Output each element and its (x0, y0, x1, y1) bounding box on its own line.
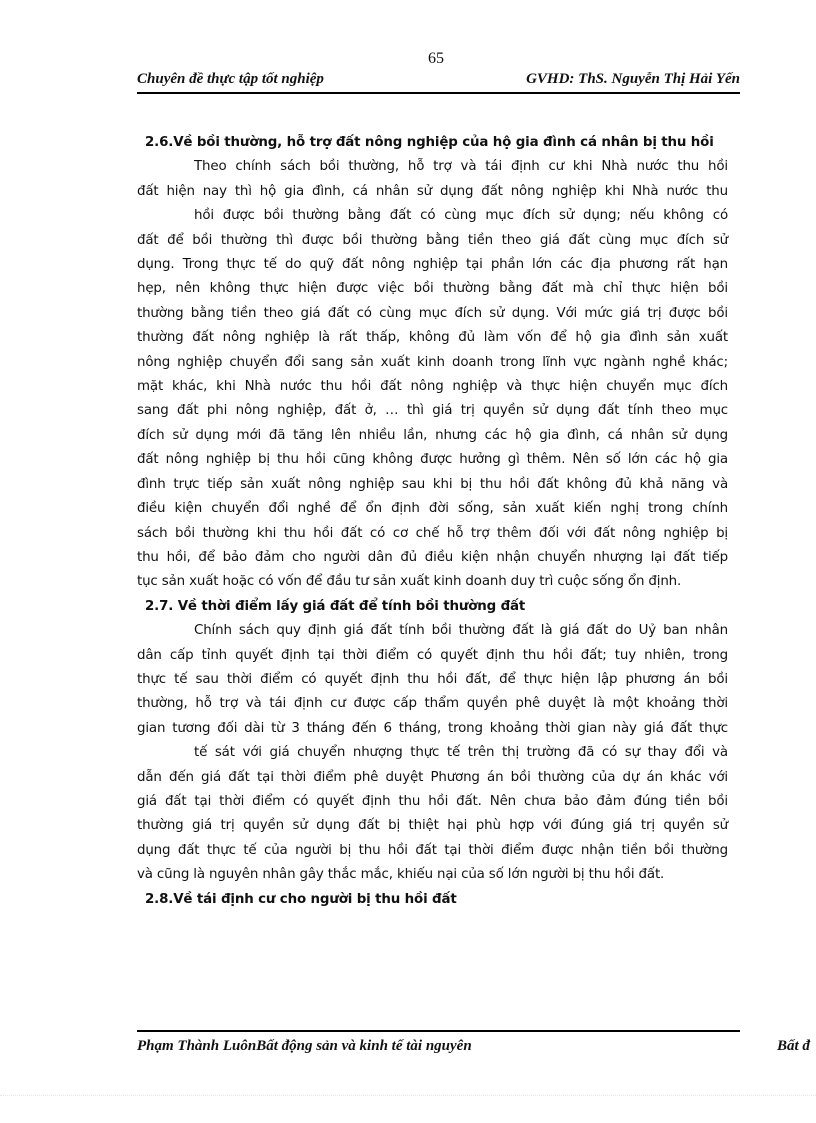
paragraph-line: đích sử dụng mới đã tăng lên nhiều lần, nhưng các hộ gia đình, cá nhân sử dụng (137, 427, 728, 443)
page-number: 65 (428, 50, 444, 67)
paragraph-line: thường, hỗ trợ và tái định cư được cấp thẩm quyền phê duyệt là một khoảng thời (137, 696, 728, 712)
paragraph-line: nông nghiệp chuyển đổi sang sản xuất kinh doanh trong lĩnh vực ngành nghề khác; (137, 354, 728, 370)
paragraph-line: đất nông nghiệp bị thu hồi cũng không được hưởng gì thêm. Nên số lớn các hộ gia (137, 452, 728, 468)
paragraph-line: đình trực tiếp sản xuất nông nghiệp sau khi bị thu hồi đất không đủ khả năng và (137, 476, 728, 492)
header-title: Chuyên đề thực tập tốt nghiệp (137, 71, 324, 87)
paragraph-line: thường bằng tiền theo giá đất có cùng mục đích sử dụng. Với mức giá trị được bồi (137, 305, 728, 321)
paragraph-line: giá đất tại thời điểm có quyết định thu hồi đất. Nên chưa bảo đảm đúng tiền bồi (137, 793, 728, 809)
paragraph-line: Chính sách quy định giá đất tính bồi thường đất là giá đất do Uỷ ban nhân (194, 623, 728, 639)
footer-rule (137, 1030, 740, 1032)
paragraph-line: mặt khác, khi Nhà nước thu hồi đất nông nghiệp và thực hiện chuyển mục đích (137, 379, 728, 395)
paragraph-line: thực tế sau thời điểm có quyết định thu hồi đất, để thực hiện lập phương án bồi (137, 671, 728, 687)
document-body (137, 131, 728, 912)
section-heading: 2.8.Về tái định cư cho người bị thu hồi đất (145, 891, 457, 907)
section-heading: 2.7. Về thời điểm lấy giá đất để tính bồi thường đất (145, 598, 526, 614)
header-advisor: GVHD: ThS. Nguyễn Thị Hải Yến (526, 71, 740, 87)
paragraph-line: Theo chính sách bồi thường, hỗ trợ và tái định cư khi Nhà nước thu hồi (194, 159, 728, 175)
paragraph-line: đất để bồi thường thì được bồi thường bằng tiền theo giá đất cùng mục đích sử (137, 232, 728, 248)
paragraph-line: sang đất phi nông nghiệp, đất ở, … thì giá trị quyền sử dụng đất tính theo mục (137, 403, 728, 419)
paragraph-line: đất hiện nay thì hộ gia đình, cá nhân sử dụng đất nông nghiệp khi Nhà nước thu (137, 183, 728, 199)
paragraph-line: thường đất nông nghiệp là rất thấp, không đủ làm vốn để hộ gia đình sản xuất (137, 330, 728, 346)
paragraph-line: dẫn đến giá đất tại thời điểm phê duyệt Phương án bồi thường của dự án khác với (137, 769, 728, 785)
paragraph-line: và cũng là nguyên nhân gây thắc mắc, khiếu nại của số lớn người bị thu hồi đất. (137, 867, 665, 883)
page-header (137, 70, 740, 94)
paragraph-line: hồi được bồi thường bằng đất có cùng mục đích sử dụng; nếu không có (194, 208, 728, 224)
paragraph-line: tục sản xuất hoặc có vốn để đầu tư sản xuất kinh doanh duy trì cuộc sống ổn định. (137, 574, 682, 590)
paragraph-line: dân cấp tỉnh quyết định tại thời điểm có quyết định thu hồi đất; tuy nhiên, trong (137, 647, 728, 663)
paragraph-line: sách bồi thường khi thu hồi đất có cơ chế hỗ trợ thêm đối với đất nông nghiệp bị (137, 525, 728, 541)
paragraph-line: dụng đất thực tế của người bị thu hồi đất tại thời điểm được nhận tiền bồi thường (137, 842, 728, 858)
footer-truncated: Bất đ (777, 1038, 810, 1054)
footer-author: Phạm Thành LuônBất động sản và kinh tế tài nguyên (137, 1038, 472, 1054)
paragraph-line: điều kiện chuyển đổi nghề để ổn định đời sống, sản xuất kiến nghị trong chính (137, 501, 728, 517)
page-bottom-edge (0, 1095, 816, 1096)
paragraph-line: dụng. Trong thực tế do quỹ đất nông nghiệp tại phần lớn các địa phương rất hạn (137, 257, 728, 273)
paragraph-line: hẹp, nên không thực hiện được việc bồi thường bằng đất mà chỉ thực hiện bồi (137, 281, 728, 297)
page-footer (137, 1038, 816, 1060)
paragraph-line: thường giá trị quyền sử dụng đất bị thiệt hại phù hợp với đúng giá trị quyền sử (137, 818, 728, 834)
section-heading: 2.6.Về bồi thường, hỗ trợ đất nông nghiệp của hộ gia đình cá nhân bị thu hồi (145, 135, 714, 150)
paragraph-line: gian tương đối dài từ 3 tháng đến 6 tháng, trong khoảng thời gian này giá đất thực (137, 720, 728, 736)
paragraph-line: thu hồi, để bảo đảm cho người dân đủ điều kiện nhận chuyển nhượng lại đất tiếp (137, 549, 728, 565)
paragraph-line: tế sát với giá chuyển nhượng thực tế trên thị trường đã có sự thay đổi và (194, 745, 728, 761)
